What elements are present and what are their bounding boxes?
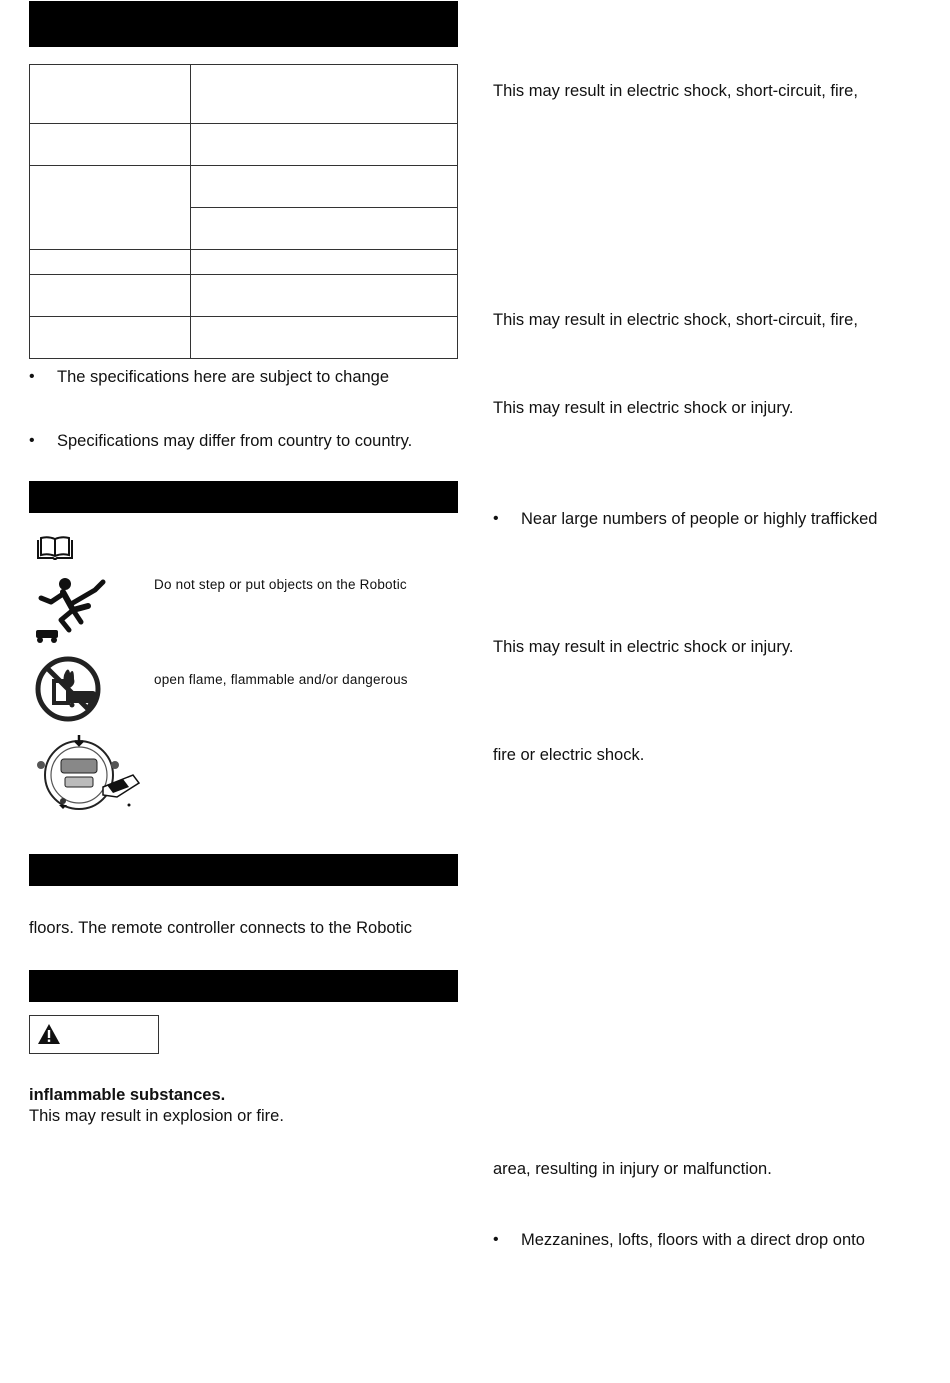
right-text-line: This may result in electric shock, short-circuit, fire, [493,311,858,329]
warning-heading: inflammable substances. [29,1086,226,1104]
specifications-table [29,64,458,359]
icon-caption-flame: open flame, flammable and/or dangerous [154,672,408,687]
bullet-marker: • [493,510,499,527]
person-falling-icon [33,576,107,644]
spec-note-change: The specifications here are subject to change [57,368,390,386]
right-text-line: area, resulting in injury or malfunction. [493,1160,772,1178]
no-flame-icon [34,655,102,723]
table-row-divider [30,274,457,275]
manual-book-icon [36,536,74,562]
right-text-line: fire or electric shock. [493,746,645,764]
spec-note-country: Specifications may differ from country to country. [57,432,413,450]
right-text-line: This may result in electric shock or injury. [493,638,794,656]
table-column-divider [190,65,191,358]
right-text-line: This may result in electric shock or injury. [493,399,794,417]
table-row-divider [30,249,457,250]
section-header-bar-symbols [29,481,458,513]
table-row-divider [30,165,457,166]
warning-body: This may result in explosion or fire. [29,1107,284,1125]
right-bullet-text: Mezzanines, lofts, floors with a direct drop onto [521,1231,865,1249]
icon-caption-step: Do not step or put objects on the Robotic [154,577,407,592]
right-text-line: This may result in electric shock, short-circuit, fire, [493,82,858,100]
table-row-divider [190,207,457,208]
section-header-bar-specifications [29,1,458,47]
warning-triangle-icon [37,1023,61,1045]
warning-label-box [29,1015,159,1054]
right-bullet-text: Near large numbers of people or highly trafficked [521,510,878,528]
description-text: floors. The remote controller connects to the Robotic [29,919,413,937]
bullet-marker: • [29,432,35,449]
robot-top-view-icon [33,735,143,811]
bullet-marker: • [493,1231,499,1248]
table-row-divider [30,316,457,317]
section-header-bar-description [29,854,458,886]
table-row-divider [30,123,457,124]
section-header-bar-safety [29,970,458,1002]
bullet-marker: • [29,368,35,385]
